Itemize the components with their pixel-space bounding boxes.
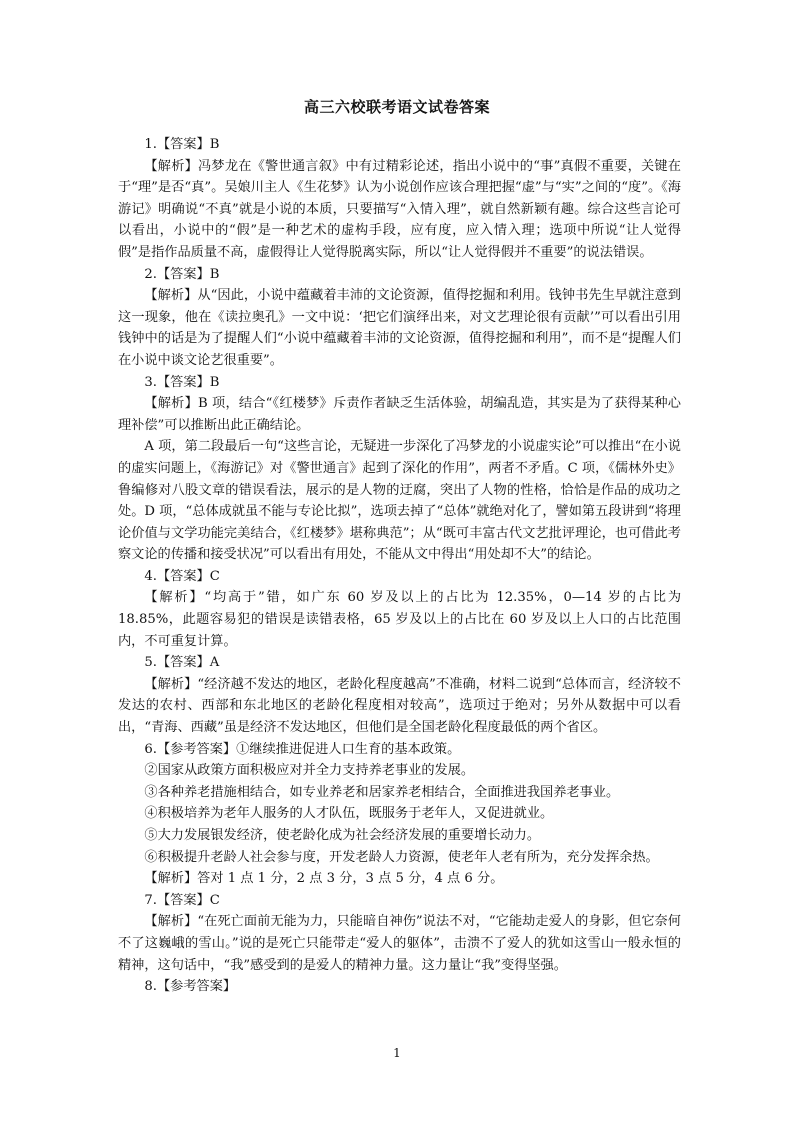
paragraph: 【解析】答对 1 点 1 分，2 点 3 分，3 点 5 分，4 点 6 分。 — [144, 871, 504, 887]
paragraph: 8.【参考答案】 — [144, 979, 237, 995]
paragraph: 3.【答案】B — [144, 374, 220, 390]
paragraph: 7.【答案】C — [144, 892, 220, 908]
paragraph: A 项，第二段最后一句“这些言论，无疑进一步深化了冯梦龙的小说虚实论”可以推出“在小说的虚实问题上，《海游记》对《警世通言》起到了深化的作用”，两者不矛盾。C 项，《儒林外史》鲁编修对八股文章的错误看法，展示的是人物的迂腐，突出了人物的性格，恰恰是作品的成功之处。D 项，“总体成就虽不能与专论比拟”，选项去掉了“总体”就绝对化了，譬如第五段讲到“将理论价值与文学功能完美结合，《红楼梦》堪称典范”；从“既可丰富古代文艺批评理论，也可借此考察文论的传播和接受状况”可以看出有用处，不能从文中得出“用处却不大”的结论。 — [118, 439, 681, 563]
paragraph: ⑤大力发展银发经济，使老龄化成为社会经济发展的重要增长动力。 — [144, 828, 541, 843]
paragraph: 1.【答案】B — [144, 137, 220, 152]
paragraph: 2.【答案】B — [144, 266, 220, 282]
paragraph: 【解析】“经济越不发达的地区，老龄化程度越高”不准确，材料二说到“总体而言，经济较不发达的农村、西部和东北地区的老龄化程度相对较高”，选项过于绝对；另外从数据中可以看出，“青海、西藏”虽是经济不发达地区，但他们是全国老龄化程度最低的两个省区。 — [118, 676, 681, 736]
paragraph: 6.【参考答案】①继续推进促进人口生育的基本政策。 — [144, 741, 461, 757]
paragraph: ②国家从政策方面积极应对并全力支持养老事业的发展。 — [144, 763, 475, 779]
answer-content — [118, 134, 681, 998]
paragraph: 【解析】“均高于”错，如广东 60 岁及以上的占比为 12.35%，0—14 岁的占比为 18.85%，此题容易犯的错误是读错表格，65 岁及以上的占比在 60 岁及以上人口的占比范围内，不可重复计算。 — [118, 590, 681, 649]
paragraph: 4.【答案】C — [144, 568, 220, 584]
paragraph: ④积极培养为老年人服务的人才队伍，既服务于老年人，又促进就业。 — [144, 806, 554, 822]
paragraph: ③各种养老措施相结合，如专业养老和居家养老相结合，全面推进我国养老事业。 — [144, 784, 620, 800]
paragraph: 【解析】“在死亡面前无能为力，只能暗自神伤”说法不对，“它能劫走爱人的身影，但它奈何不了这巍峨的雪山。”说的是死亡只能带走“爱人的躯体”，击溃不了爱人的犹如这雪山一般永恒的精神，这句话中，“我”感受到的是爱人的精神力量。这力量让“我”变得坚强。 — [118, 914, 681, 973]
paragraph: 【解析】冯梦龙在《警世通言叙》中有过精彩论述，指出小说中的“事”真假不重要，关键在于“理”是否“真”。吴娘川主人《生花梦》认为小说创作应该合理把握“虚”与“实”之间的“度”。《海游记》明确说“不真”就是小说的本质，只要描写“入情入理”，就自然新颖有趣。综合这些言论可以看出，小说中的“假”是一种艺术的虚构手段，应有度，应入情入理；选项中所说“让人觉得假”是指作品质量不高，虚假得让人觉得脱离实际，所以“让人觉得假并不重要”的说法错误。 — [118, 158, 681, 260]
paragraph: 5.【答案】A — [144, 655, 220, 671]
page-number: 1 — [393, 1046, 401, 1060]
paragraph: 【解析】从“因此，小说中蕴藏着丰沛的文论资源，值得挖掘和利用。钱钟书先生早就注意到这一现象，他在《读拉奥孔》一文中说：‘把它们演绎出来，对文艺理论很有贡献’”可以看出引用钱钟中的话是为了提醒人们“小说中蕴藏着丰沛的文论资源，值得挖掘和利用”，而不是“提醒人们在小说中谈文论艺很重要”。 — [118, 288, 681, 368]
paragraph: ⑥积极提升老龄人社会参与度，开发老龄人力资源，使老年人老有所为，充分发挥余热。 — [144, 849, 659, 865]
paragraph: 【解析】B 项，结合“《红楼梦》斥责作者缺乏生活体验，胡编乱造，其实是为了获得某种心理补偿”可以推断出此正确结论。 — [118, 396, 681, 433]
page-title: 高三六校联考语文试卷答案 — [303, 98, 490, 116]
